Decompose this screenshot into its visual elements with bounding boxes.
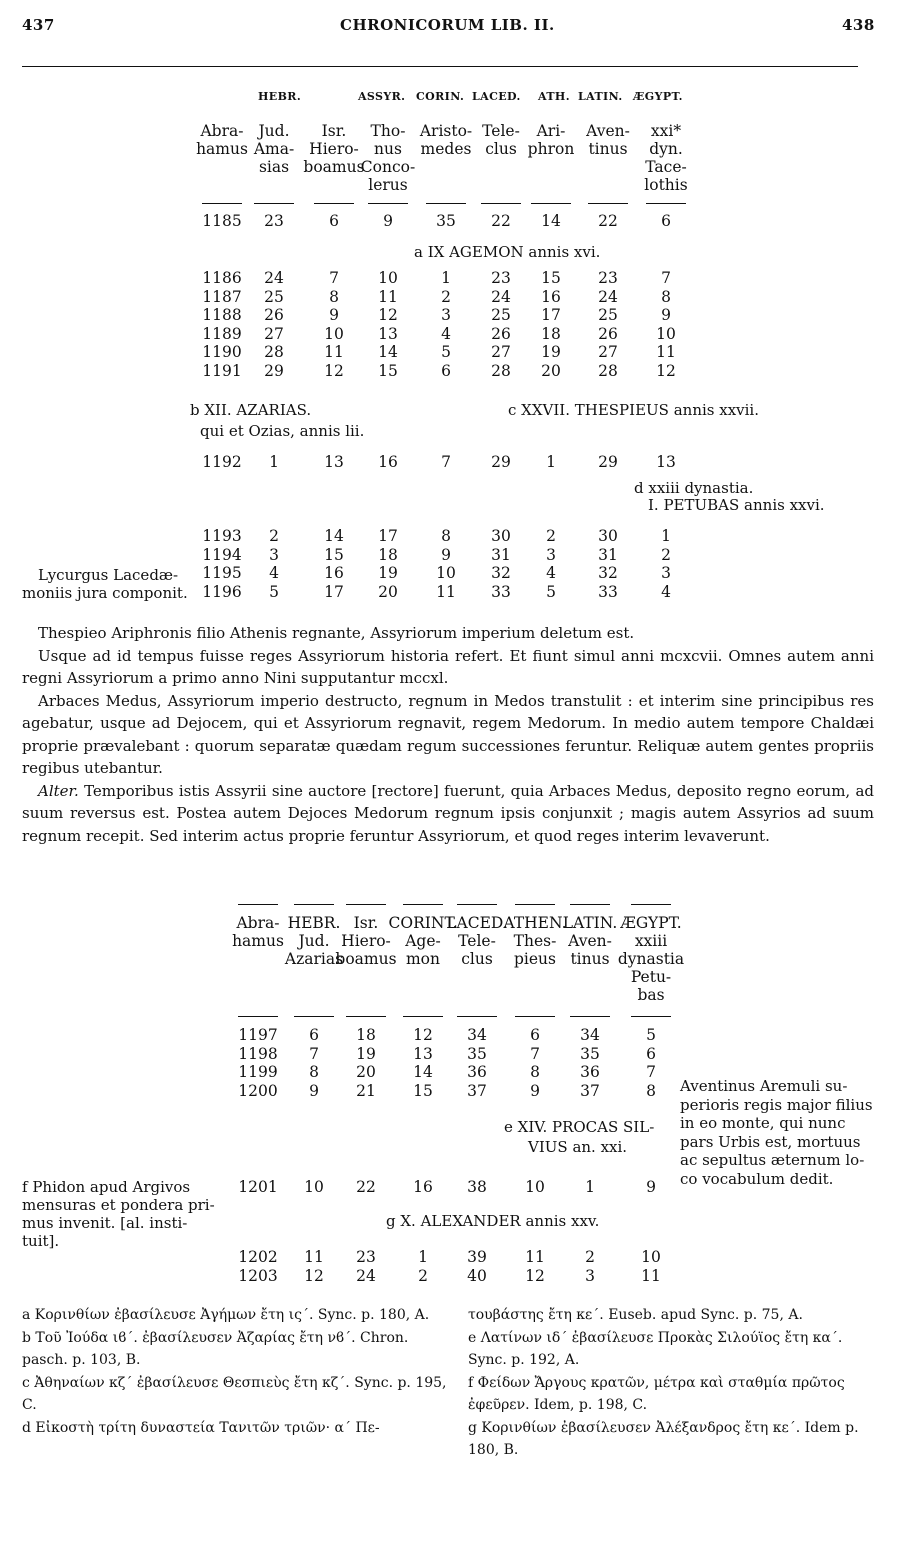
table-cell: 15 bbox=[413, 1081, 433, 1100]
column-rule bbox=[481, 203, 521, 204]
table-cell: 6 bbox=[309, 1026, 319, 1044]
table-cell: 1197 bbox=[238, 1026, 278, 1044]
table-cell: 19 bbox=[356, 1044, 376, 1063]
table-cell: 32 bbox=[491, 564, 511, 582]
footnote: d Εἰκοστὴ τρίτη δυναστεία Τανιτῶν τριῶν· α΄ Πε- bbox=[22, 1419, 380, 1436]
table-cell: 9 bbox=[646, 1178, 656, 1196]
table-cell: 16 bbox=[378, 453, 398, 471]
column-header: Aven- tinus bbox=[586, 122, 630, 158]
column-rule bbox=[570, 1016, 610, 1017]
table-cell: 11 bbox=[304, 1248, 324, 1266]
table-cell: 37 bbox=[580, 1081, 600, 1100]
table-cell: 18 bbox=[541, 324, 561, 343]
column-rule bbox=[457, 904, 497, 905]
note-d-line2: I. PETUBAS annis xxvi. bbox=[648, 496, 825, 514]
column-rule bbox=[457, 1016, 497, 1017]
table-cell: 1186 bbox=[202, 269, 242, 287]
column-rule bbox=[570, 904, 610, 905]
column-rule bbox=[426, 203, 466, 204]
paragraph-text: Temporibus istis Assyrii sine auctore [rectore] fuerunt, quia Arbaces Medus, deposito regno eorum, ad suum reversus est. Postea autem Dejoces Medorum regnum ipsis conjunxit ; magis autem Assyrios ad suum regnum recepit. Sed interim actus proprie feruntur Assyriorum, et quod reges interim levaverunt. bbox=[22, 781, 874, 845]
column-rule bbox=[294, 1016, 334, 1017]
note-a: a IX AGEMON annis xvi. bbox=[414, 243, 601, 261]
table-cell: 7 bbox=[661, 269, 671, 287]
table-cell: 11 bbox=[436, 582, 456, 601]
column-header: CORINT. Age- mon bbox=[388, 914, 458, 968]
table-cell: 12 bbox=[413, 1026, 433, 1044]
paragraph bbox=[22, 780, 874, 848]
column-rule bbox=[588, 203, 628, 204]
table-cell: 24 bbox=[356, 1266, 376, 1285]
table-cell: 4 bbox=[546, 564, 556, 582]
paragraph: Thespieo Ariphronis filio Athenis regnante, Assyriorum imperium deletum est. bbox=[38, 624, 635, 642]
table-cell: 10 bbox=[304, 1178, 324, 1196]
table-cell: 26 bbox=[264, 306, 284, 324]
table-cell: 9 bbox=[530, 1081, 540, 1100]
table-cell: 9 bbox=[383, 212, 393, 230]
table-cell: 17 bbox=[324, 582, 344, 601]
column-header: ÆGYPT. xxiii dynastia Petu- bas bbox=[617, 914, 685, 1004]
table-cell: 5 bbox=[646, 1026, 656, 1044]
table-cell: 16 bbox=[541, 287, 561, 306]
table-cell: 4 bbox=[441, 324, 451, 343]
table-cell: 21 bbox=[356, 1081, 376, 1100]
table-cell: 22 bbox=[491, 212, 511, 230]
column-rule bbox=[202, 203, 242, 204]
table-cell: 9 bbox=[309, 1081, 319, 1100]
column-header: Ari- phron bbox=[527, 122, 575, 158]
table-cell: 24 bbox=[598, 287, 618, 306]
column-rule bbox=[403, 1016, 443, 1017]
table-cell: 1191 bbox=[202, 361, 242, 380]
column-header: Tele- clus bbox=[482, 122, 520, 158]
column-header: LATIN. Aven- tinus bbox=[562, 914, 618, 968]
table-cell: 1201 bbox=[238, 1178, 278, 1196]
paragraph: Arbaces Medus, Assyriorum imperio destructo, regnum in Medos transtulit : et interim sine principibus res agebatur, usque ad Dejocem, qui et Assyriorum regnavit, regem Medorum. In medio autem tempore Chaldæi proprie prævalebant : quorum separatæ quædam regum successiones feruntur. Reliquæ autem gentes propriis regibus utebantur. bbox=[22, 691, 874, 777]
table-cell: 22 bbox=[598, 212, 618, 230]
column-rule bbox=[346, 904, 386, 905]
table-cell: 27 bbox=[598, 343, 618, 361]
table-cell: 8 bbox=[309, 1063, 319, 1081]
table-cell: 12 bbox=[525, 1266, 545, 1285]
group-heading: LACED. bbox=[472, 90, 521, 103]
table-cell: 36 bbox=[467, 1063, 487, 1081]
column-header: Isr. Hiero- boamus bbox=[303, 122, 365, 176]
table-cell: 28 bbox=[598, 361, 618, 380]
table-cell: 6 bbox=[661, 212, 671, 230]
table-cell: 23 bbox=[598, 269, 618, 287]
table-cell: 4 bbox=[661, 582, 671, 601]
table-cell: 10 bbox=[436, 564, 456, 582]
column-header: HEBR. Jud. Azarias bbox=[284, 914, 344, 968]
table-cell: 14 bbox=[413, 1063, 433, 1081]
table-cell: 6 bbox=[530, 1026, 540, 1044]
table-cell: 8 bbox=[441, 527, 451, 545]
note-d-line1: d xxiii dynastia. bbox=[634, 479, 754, 497]
column-header: Isr. Hiero- boamus bbox=[335, 914, 397, 968]
table-cell: 30 bbox=[491, 527, 511, 545]
side-note-line: Aventinus Aremuli su- bbox=[680, 1077, 848, 1095]
table-cell: 2 bbox=[585, 1248, 595, 1266]
table-cell: 13 bbox=[413, 1044, 433, 1063]
side-note-lycurgus-2: moniis jura componit. bbox=[22, 584, 188, 602]
table-cell: 37 bbox=[467, 1081, 487, 1100]
column-header: ATHEN. Thes- pieus bbox=[503, 914, 567, 968]
table-cell: 14 bbox=[541, 212, 561, 230]
note-b-line1: b XII. AZARIAS. bbox=[190, 401, 312, 419]
footnote: c Ἀθηναίων κζ΄ ἐβασίλευσε Θεσπιεὺς ἔτη κζ΄. Sync. p. 195, C. bbox=[22, 1374, 447, 1413]
table-cell: 18 bbox=[378, 545, 398, 564]
column-rule bbox=[631, 1016, 671, 1017]
side-note-line: tuit]. bbox=[22, 1232, 60, 1250]
table-cell: 8 bbox=[646, 1081, 656, 1100]
footnote: τουβάστης ἔτη κε΄. Euseb. apud Sync. p. 75, A. bbox=[468, 1307, 803, 1323]
table-cell: 5 bbox=[269, 582, 279, 601]
group-heading: LATIN. bbox=[578, 90, 623, 103]
table-cell: 1193 bbox=[202, 527, 242, 545]
table-cell: 2 bbox=[546, 527, 556, 545]
group-heading: HEBR. bbox=[258, 90, 302, 103]
table-cell: 12 bbox=[304, 1266, 324, 1285]
group-heading: ÆGYPT. bbox=[633, 90, 683, 103]
table-cell: 10 bbox=[525, 1178, 545, 1196]
table-cell: 9 bbox=[441, 545, 451, 564]
table-cell: 10 bbox=[641, 1248, 661, 1266]
footnote: f Φείδων Ἄργους κρατῶν, μέτρα καὶ σταθμία πρῶτος ἐφεῦρεν. Idem, p. 198, C. bbox=[468, 1374, 845, 1413]
table-cell: 1 bbox=[546, 453, 556, 471]
table-cell: 7 bbox=[329, 269, 339, 287]
table-cell: 28 bbox=[491, 361, 511, 380]
table-cell: 11 bbox=[378, 287, 398, 306]
table-cell: 7 bbox=[441, 453, 451, 471]
column-header: LACED. Tele- clus bbox=[446, 914, 508, 968]
table-cell: 29 bbox=[491, 453, 511, 471]
table-cell: 28 bbox=[264, 343, 284, 361]
table-cell: 11 bbox=[641, 1266, 661, 1285]
table-cell: 2 bbox=[661, 545, 671, 564]
table-cell: 10 bbox=[324, 324, 344, 343]
table-cell: 13 bbox=[324, 453, 344, 471]
column-rule bbox=[531, 203, 571, 204]
column-header: Jud. Ama- sias bbox=[253, 122, 295, 176]
table-cell: 7 bbox=[309, 1044, 319, 1063]
table-cell: 1 bbox=[441, 269, 451, 287]
table-cell: 1188 bbox=[202, 306, 242, 324]
table-cell: 1189 bbox=[202, 324, 242, 343]
column-rule bbox=[368, 203, 408, 204]
column-header: Abra- hamus bbox=[232, 914, 284, 950]
footnote: a Κορινθίων ἐβασίλευσε Ἀγήμων ἔτη ις΄. Sync. p. 180, A. bbox=[22, 1307, 430, 1323]
note-b-line2: qui et Ozias, annis lii. bbox=[200, 422, 365, 440]
table-cell: 11 bbox=[525, 1248, 545, 1266]
table-cell: 25 bbox=[598, 306, 618, 324]
table-cell: 2 bbox=[441, 287, 451, 306]
column-rule bbox=[254, 203, 294, 204]
side-note-line: co vocabulum dedit. bbox=[680, 1169, 834, 1188]
table-cell: 26 bbox=[491, 324, 511, 343]
table-cell: 34 bbox=[467, 1026, 487, 1044]
column-rule bbox=[646, 203, 686, 204]
table-cell: 20 bbox=[356, 1063, 376, 1081]
side-note-line: f Phidon apud Argivos bbox=[22, 1178, 191, 1196]
table-cell: 31 bbox=[491, 545, 511, 564]
table-cell: 24 bbox=[264, 269, 284, 287]
table-cell: 1198 bbox=[238, 1044, 278, 1063]
table-cell: 3 bbox=[441, 306, 451, 324]
table-cell: 1200 bbox=[238, 1081, 278, 1100]
note-e-line2: VIUS an. xxi. bbox=[528, 1138, 628, 1156]
table-cell: 8 bbox=[329, 287, 339, 306]
table-cell: 2 bbox=[269, 527, 279, 545]
table-cell: 11 bbox=[656, 343, 676, 361]
table-cell: 39 bbox=[467, 1248, 487, 1266]
table-cell: 22 bbox=[356, 1178, 376, 1196]
table-cell: 16 bbox=[324, 564, 344, 582]
table-cell: 19 bbox=[378, 564, 398, 582]
table-cell: 8 bbox=[530, 1063, 540, 1081]
table-cell: 14 bbox=[324, 527, 344, 545]
note-e-line1: e XIV. PROCAS SIL- bbox=[504, 1118, 655, 1136]
side-note-line: mensuras et pondera pri- bbox=[22, 1196, 215, 1214]
table-cell: 5 bbox=[441, 343, 451, 361]
right-page-number: 438 bbox=[842, 16, 875, 34]
table-cell: 23 bbox=[491, 269, 511, 287]
column-header: Abra- hamus bbox=[196, 122, 248, 158]
table-cell: 10 bbox=[378, 269, 398, 287]
table-cell: 33 bbox=[598, 582, 618, 601]
table-cell: 10 bbox=[656, 324, 676, 343]
alter-label: Alter. bbox=[38, 781, 79, 800]
table-cell: 35 bbox=[467, 1044, 487, 1063]
footnote: g Κορινθίων ἐβασίλευσεν Ἀλέξανδρος ἔτη κε΄. Idem p. 180, B. bbox=[468, 1419, 859, 1458]
table-cell: 1 bbox=[661, 527, 671, 545]
table-cell: 3 bbox=[585, 1266, 595, 1285]
table-cell: 6 bbox=[646, 1044, 656, 1063]
column-rule bbox=[515, 1016, 555, 1017]
table-cell: 3 bbox=[269, 545, 279, 564]
side-note-line: pars Urbis est, mortuus bbox=[680, 1132, 861, 1151]
table-cell: 40 bbox=[467, 1266, 487, 1285]
table-cell: 11 bbox=[324, 343, 344, 361]
column-rule bbox=[294, 904, 334, 905]
table-cell: 13 bbox=[378, 324, 398, 343]
table-cell: 26 bbox=[598, 324, 618, 343]
table-cell: 2 bbox=[418, 1266, 428, 1285]
table-cell: 20 bbox=[541, 361, 561, 380]
table-cell: 17 bbox=[541, 306, 561, 324]
table-cell: 12 bbox=[324, 361, 344, 380]
running-title: CHRONICORUM LIB. II. bbox=[340, 16, 555, 34]
column-rule bbox=[238, 1016, 278, 1017]
table-cell: 25 bbox=[264, 287, 284, 306]
table-cell: 1203 bbox=[238, 1266, 278, 1285]
table-cell: 6 bbox=[441, 361, 451, 380]
table-cell: 24 bbox=[491, 287, 511, 306]
side-note-line: ac sepultus æternum lo- bbox=[680, 1151, 865, 1169]
table-cell: 9 bbox=[661, 306, 671, 324]
table-cell: 1187 bbox=[202, 287, 242, 306]
column-header: xxi* dyn. Tace- lothis bbox=[644, 122, 688, 194]
table-cell: 16 bbox=[413, 1178, 433, 1196]
table-cell: 17 bbox=[378, 527, 398, 545]
column-rule bbox=[238, 904, 278, 905]
column-header: Tho- nus Conco- lerus bbox=[360, 122, 416, 194]
table-cell: 34 bbox=[580, 1026, 600, 1044]
column-rule bbox=[515, 904, 555, 905]
group-heading: CORIN. bbox=[416, 90, 465, 103]
note-g: g X. ALEXANDER annis xxv. bbox=[386, 1212, 600, 1230]
table-cell: 12 bbox=[656, 361, 676, 380]
table-cell: 7 bbox=[530, 1044, 540, 1063]
table-cell: 3 bbox=[661, 564, 671, 582]
table-cell: 6 bbox=[329, 212, 339, 230]
table-cell: 1199 bbox=[238, 1063, 278, 1081]
column-rule bbox=[403, 904, 443, 905]
table-cell: 33 bbox=[491, 582, 511, 601]
table-cell: 7 bbox=[646, 1063, 656, 1081]
table-cell: 18 bbox=[356, 1026, 376, 1044]
table-cell: 9 bbox=[329, 306, 339, 324]
table-cell: 1 bbox=[418, 1248, 428, 1266]
table-cell: 15 bbox=[541, 269, 561, 287]
paragraph: Usque ad id tempus fuisse reges Assyriorum historia refert. Et fiunt simul anni mcxcvii. Omnes autem anni regni Assyriorum a primo anno Nini supputantur mccxl. bbox=[22, 646, 874, 687]
table-cell: 14 bbox=[378, 343, 398, 361]
table-cell: 1185 bbox=[202, 212, 242, 230]
table-cell: 30 bbox=[598, 527, 618, 545]
table-cell: 1196 bbox=[202, 582, 242, 601]
table-cell: 13 bbox=[656, 453, 676, 471]
table-cell: 31 bbox=[598, 545, 618, 564]
table-cell: 35 bbox=[580, 1044, 600, 1063]
side-note-line: perioris regis major filius bbox=[680, 1095, 873, 1114]
table-cell: 29 bbox=[598, 453, 618, 471]
table-cell: 12 bbox=[378, 306, 398, 324]
table-cell: 32 bbox=[598, 564, 618, 582]
footnotes-left bbox=[22, 1304, 452, 1439]
table-cell: 27 bbox=[264, 324, 284, 343]
table-cell: 19 bbox=[541, 343, 561, 361]
footnotes-right bbox=[468, 1304, 878, 1462]
side-note-line: in eo monte, qui nunc bbox=[680, 1114, 846, 1132]
table-cell: 20 bbox=[378, 582, 398, 601]
footnote: b Τοῦ Ἰούδα ιϐ΄. ἐβασίλευσεν Ἀζαρίας ἔτη νϐ΄. Chron. pasch. p. 103, B. bbox=[22, 1329, 409, 1368]
table-cell: 3 bbox=[546, 545, 556, 564]
prose-block bbox=[22, 622, 874, 847]
table-cell: 5 bbox=[546, 582, 556, 601]
footnote: e Λατίνων ιδ΄ ἐβασίλευσε Προκὰς Σιλούϊος ἔτη κα΄. Sync. p. 192, A. bbox=[468, 1329, 843, 1368]
table-cell: 25 bbox=[491, 306, 511, 324]
side-note-line: mus invenit. [al. insti- bbox=[22, 1214, 188, 1232]
table-cell: 1202 bbox=[238, 1248, 278, 1266]
column-rule bbox=[346, 1016, 386, 1017]
group-heading: ASSYR. bbox=[358, 90, 406, 103]
table-cell: 38 bbox=[467, 1178, 487, 1196]
group-heading: ATH. bbox=[538, 90, 570, 103]
column-rule bbox=[314, 203, 354, 204]
table-cell: 27 bbox=[491, 343, 511, 361]
table-cell: 4 bbox=[269, 564, 279, 582]
table-cell: 15 bbox=[378, 361, 398, 380]
side-note-lycurgus-1: Lycurgus Lacedæ- bbox=[38, 566, 179, 584]
table-cell: 8 bbox=[661, 287, 671, 306]
table-cell: 15 bbox=[324, 545, 344, 564]
table-cell: 1192 bbox=[202, 453, 242, 471]
table-cell: 1 bbox=[585, 1178, 595, 1196]
column-header: Aristo- medes bbox=[419, 122, 473, 158]
table-cell: 35 bbox=[436, 212, 456, 230]
column-rule bbox=[631, 904, 671, 905]
table-cell: 1190 bbox=[202, 343, 242, 361]
table-cell: 1194 bbox=[202, 545, 242, 564]
table-cell: 23 bbox=[264, 212, 284, 230]
table-cell: 36 bbox=[580, 1063, 600, 1081]
header-rule bbox=[22, 66, 858, 67]
table-cell: 29 bbox=[264, 361, 284, 380]
note-c: c XXVII. THESPIEUS annis xxvii. bbox=[508, 401, 759, 419]
table-cell: 1195 bbox=[202, 564, 242, 582]
left-page-number: 437 bbox=[22, 16, 55, 34]
table-cell: 23 bbox=[356, 1248, 376, 1266]
table-cell: 1 bbox=[269, 453, 279, 471]
